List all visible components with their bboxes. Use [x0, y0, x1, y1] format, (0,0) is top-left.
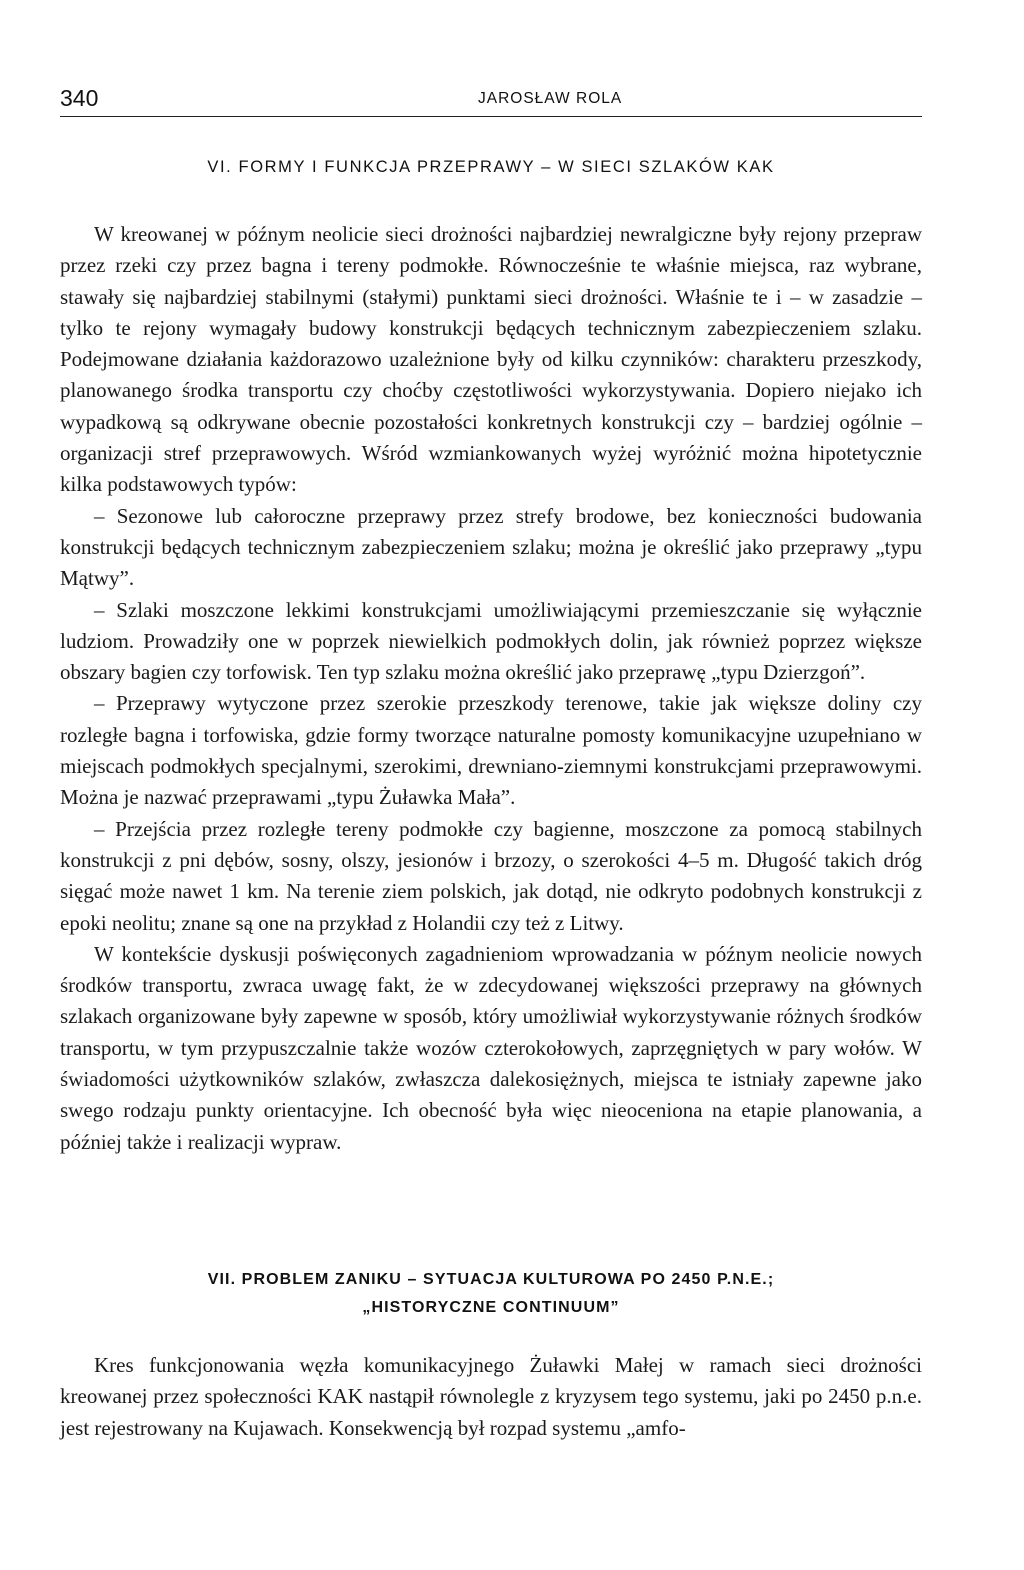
section-vii-body — [60, 1350, 922, 1444]
list-item: – Szlaki moszczone lekkimi konstrukcjami umożliwiającymi przemieszczanie się wyłącznie ludziom. Prowadziły one w poprzek niewielkich podmokłych dolin, jak również poprzez większe obszary bagien czy torfowisk. Ten typ szlaku można określić jako przeprawę „typu Dzierzgoń”. — [60, 597, 922, 685]
paragraph: Kres funkcjonowania węzła komunikacyjnego Żuławki Małej w ramach sieci drożności kreowanej przez społeczności KAK nastąpił równolegle z kryzysem tego systemu, jaki po 2450 p.n.e. jest rejestrowany na Kujawach. Konsekwencją był rozpad systemu „amfo- — [60, 1353, 922, 1440]
running-header — [60, 82, 922, 117]
list-item: – Przeprawy wytyczone przez szerokie przeszkody terenowe, takie jak większe doliny czy rozległe bagna i torfowiska, gdzie formy tworzące naturalne pomosty komunikacyjne uzupełniano w miejscach podmokłych specjalnymi, szerokimi, drewniano-ziemnymi konstrukcjami przeprawowymi. Można je nazwać przeprawami „typu Żuławka Mała”. — [60, 691, 922, 810]
paragraph: W kontekście dyskusji poświęconych zagadnieniom wprowadzania w późnym neolicie nowych środków transportu, zwraca uwagę fakt, że w zdecydowanej większości przeprawy na głównych szlakach organizowane były zapewne w sposób, który umożliwiał wykorzystywanie różnych środków transportu, w tym przypuszczalnie także wozów czterokołowych, zaprzęgniętych w pary wołów. W świadomości użytkowników szlaków, zwłaszcza dalekosiężnych, miejsca te istniały zapewne jako swego rodzaju punkty orientacyjne. Ich obecność była więc nieoceniona na etapie planowania, a później także i realizacji wypraw. — [60, 941, 922, 1154]
paragraph: W kreowanej w późnym neolicie sieci drożności najbardziej newralgiczne były rejony przepraw przez rzeki czy przez bagna i tereny podmokłe. Równocześnie te właśnie miejsca, raz wybrane, stawały się najbardziej stabilnymi (stałymi) punktami sieci drożności. Właśnie te i – w zasadzie – tylko te rejony wymagały budowy konstrukcji będących technicznym zabezpieczeniem szlaku. Podejmowane działania każdorazowo uzależnione były od kilku czynników: charakteru przeszkody, planowanego środka transportu czy choćby częstotliwości wykorzystywania. Dopiero niejako ich wypadkową są odkrywane obecnie pozostałości konkretnych konstrukcji czy – bardziej ogólnie – organizacji stref przeprawowych. Wśród wzmiankowanych wyżej wyróżnić można hipotetycznie kilka podstawowych typów: — [60, 222, 922, 497]
section-heading-vii-line2: „HISTORYCZNE CONTINUUM” — [362, 1299, 620, 1316]
section-heading-vii — [60, 1266, 922, 1322]
list-item: – Sezonowe lub całoroczne przeprawy przez strefy brodowe, bez konieczności budowania konstrukcji będących technicznym zabezpieczeniem szlaku; można je określić jako przeprawy „typu Mątwy”. — [60, 503, 922, 591]
section-heading-vii-line1: VII. PROBLEM ZANIKU – SYTUACJA KULTUROWA PO 2450 P.N.E.; — [207, 1271, 775, 1288]
list-item: – Przejścia przez rozległe tereny podmokłe czy bagienne, moszczone za pomocą stabilnych konstrukcji z pni dębów, sosny, olszy, jesionów i brzozy, o szerokości 4–5 m. Długość takich dróg sięgać może nawet 1 km. Na terenie ziem polskich, jak dotąd, nie odkryto podobnych konstrukcji z epoki neolitu; znane są one na przykład z Holandii czy też z Litwy. — [60, 816, 922, 935]
section-heading-vi: VI. FORMY I FUNKCJA PRZEPRAWY – W SIECI SZLAKÓW KAK — [207, 158, 775, 176]
page-number: 340 — [60, 85, 99, 111]
section-vi-body — [60, 219, 922, 1158]
running-title: JAROSŁAW ROLA — [478, 90, 623, 107]
